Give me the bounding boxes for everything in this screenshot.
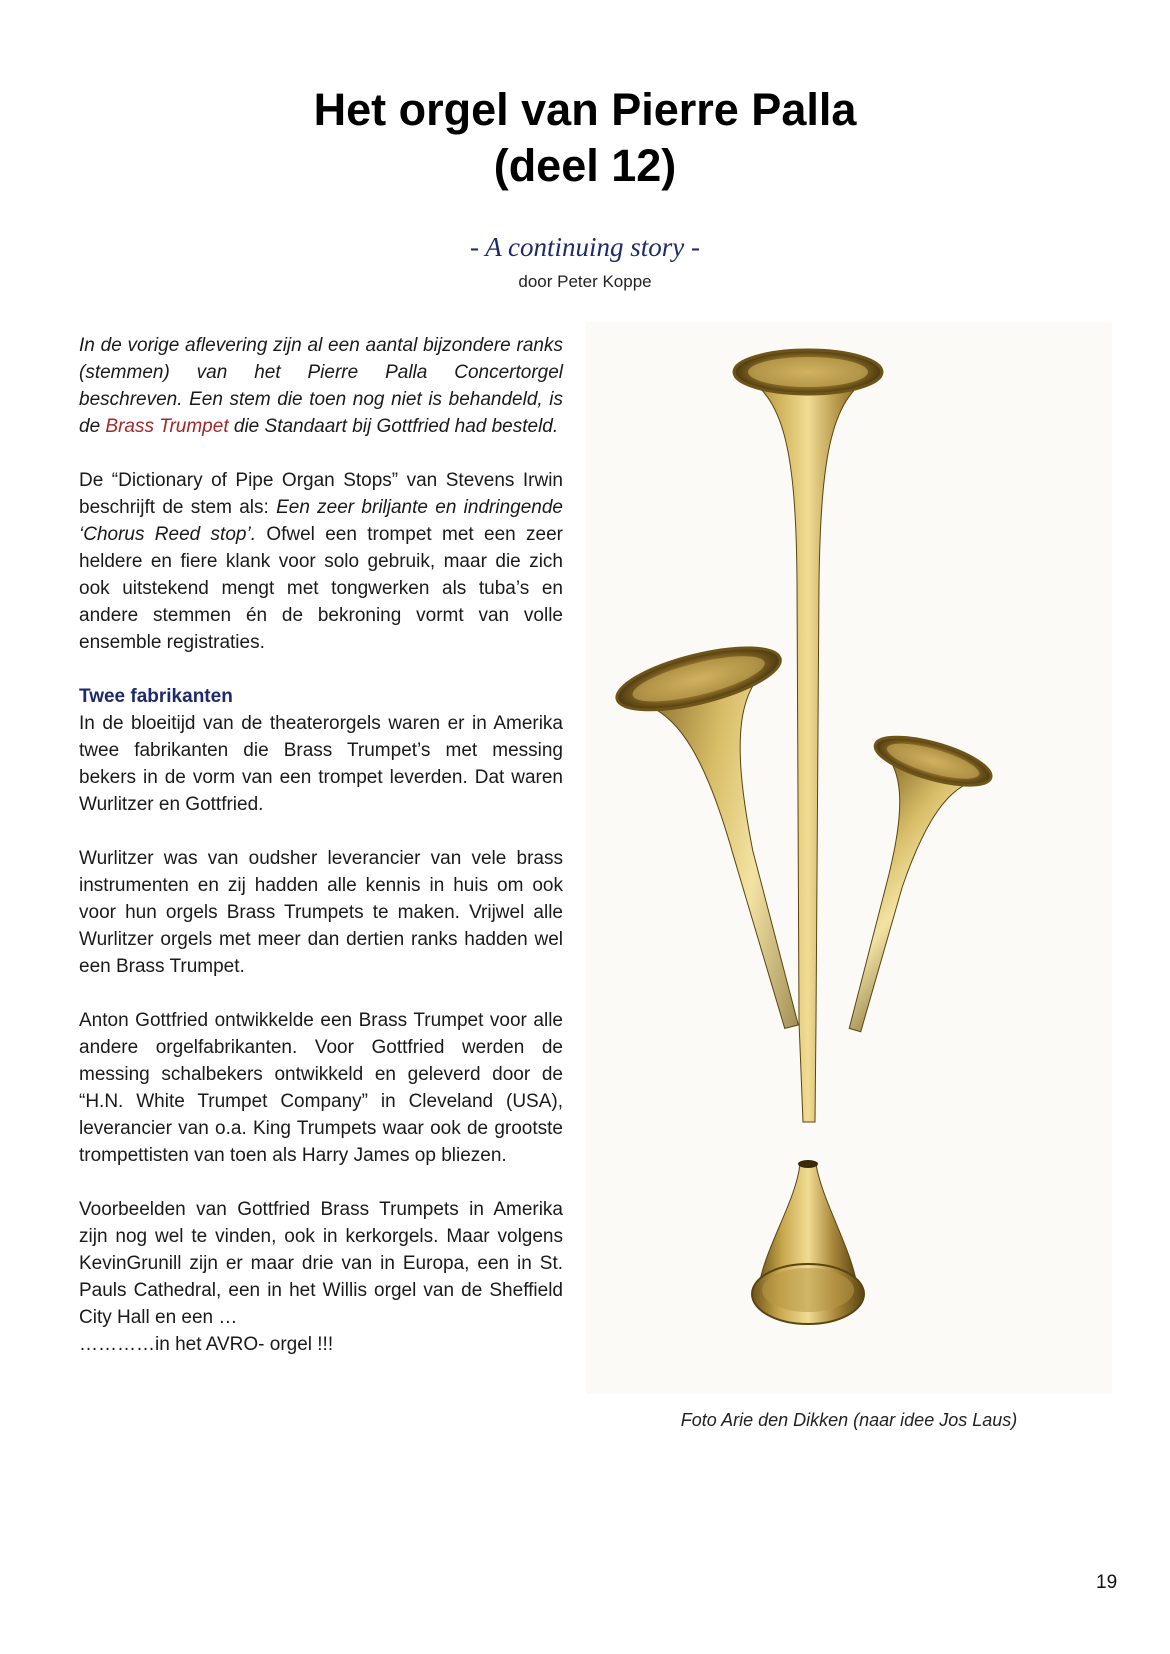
- author-byline: door Peter Koppe: [518, 272, 652, 291]
- page-number: 19: [1096, 1572, 1118, 1593]
- brass-trumpet-bells-illustration: [586, 322, 1112, 1394]
- photo-caption: Foto Arie den Dikken (naar idee Jos Laus): [680, 1410, 1018, 1430]
- subtitle: - A continuing story -: [470, 232, 700, 262]
- brass-trumpet-highlight: Brass Trumpet: [105, 416, 229, 437]
- article-body: [79, 332, 563, 1358]
- wurlitzer-paragraph: Wurlitzer was van oudsher leverancier van vele brass instrumenten en zij hadden alle kennis in huis om ook voor hun orgels Brass Trumpets te maken. Vrijwel alle Wurlitzer orgels met meer dan dertien ranks hadden wel een Brass Trumpet.: [79, 848, 563, 977]
- gottfried-paragraph: Anton Gottfried ontwikkelde een Brass Trumpet voor alle andere orgelfabrikanten. Voor Gottfried werden de messing schalbekers ontwikkeld en geleverd door de “H.N. White Trumpet Company” in Cleveland (USA), leverancier van o.a. King Trumpets waar ook de grootste trompettisten van toen als Harry James op bliezen.: [79, 1010, 563, 1166]
- small-bell: [798, 727, 995, 1047]
- medium-bell: [611, 635, 867, 1048]
- manufacturers-paragraph: In de bloeitijd van de theaterorgels waren er in Amerika twee fabrikanten die Brass Trumpet’s met messing bekers in de vorm van een trompet leverden. Dat waren Wurlitzer en Gottfried.: [79, 713, 563, 815]
- cone-bell: [752, 1160, 864, 1324]
- title-line-1: Het orgel van Pierre Palla: [313, 84, 857, 135]
- section-heading: Twee fabrikanten: [79, 686, 233, 707]
- article-title: [150, 82, 1020, 194]
- examples-paragraph: Voorbeelden van Gottfried Brass Trumpets in Amerika zijn nog wel te vinden, ook in kerkorgels. Maar volgens KevinGrunill zijn er maar drie van in Europa, een in St. Pauls Cathedral, een in het Willis orgel van de Sheffield City Hall en een … …………in het AVRO- orgel !!!: [79, 1199, 563, 1355]
- dictionary-quote: Een zeer briljante en indringende ‘Chorus Reed stop’.: [79, 497, 563, 545]
- brass-trumpets-photo: [586, 322, 1112, 1394]
- intro-paragraph: In de vorige aflevering zijn al een aantal bijzondere ranks (stemmen) van het Pierre Palla Concertorgel beschreven. Een stem die toen nog niet is behandeld, is de Brass Trumpet die Standaart bij Gottfried had besteld.: [79, 335, 563, 437]
- title-line-2: (deel 12): [493, 140, 677, 191]
- dictionary-paragraph: De “Dictionary of Pipe Organ Stops” van Stevens Irwin beschrijft de stem als: Een zeer briljante en indringende ‘Chorus Reed stop’. Ofwel een trompet met een zeer heldere en fiere klank voor solo gebruik, maar die zich ook uitstekend mengt met tongwerken als tuba’s en andere stemmen én de bekroning vormt van volle ensemble registraties.: [79, 470, 563, 653]
